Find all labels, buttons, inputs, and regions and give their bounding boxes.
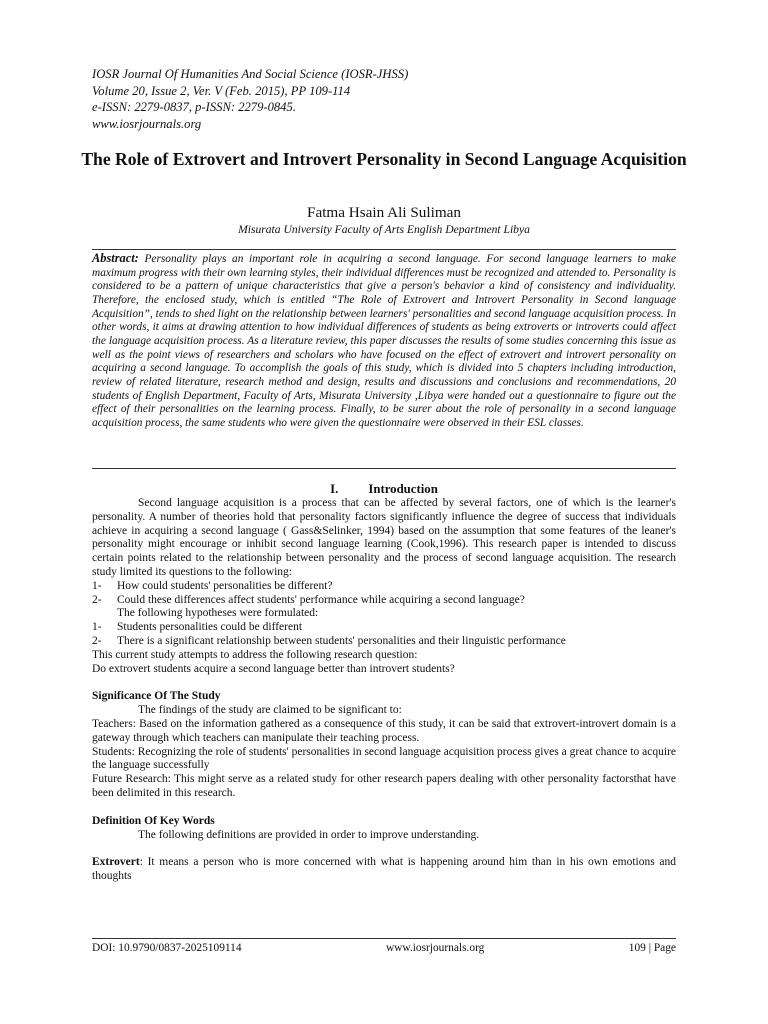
footer-doi: DOI: 10.9790/0837-2025109114 [92, 942, 242, 954]
journal-website: www.iosrjournals.org [92, 116, 202, 131]
intro-paragraph: Second language acquisition is a process that can be affected by several factors, one of which is the learner's personality. A number of theories hold that personality factors significantly influence the degree of success that individuals achieve in acquiring a second language ( Gass&Selinker, 1994) based on the assumption that some features of the leaner's personality might encourage or inhibit second language learning (Cook,1996). This research paper is intended to discuss certain points related to the relationship between personality and the process of second language acquisition. The research study limited its questions to the following: [92, 497, 676, 578]
hypothesis-number: 1- [92, 621, 102, 634]
definition-extrovert [92, 856, 676, 884]
significance-intro: The findings of the study are claimed to be significant to: [138, 704, 402, 717]
definitions-heading: Definition Of Key Words [92, 814, 215, 827]
journal-volume: Volume 20, Issue 2, Ver. V (Feb. 2015), PP 109-114 [92, 83, 351, 98]
hypothesis-number: 2- [92, 634, 102, 647]
author-name: Fatma Hsain Ali Suliman [307, 204, 461, 221]
hypotheses-intro: The following hypotheses were formulated: [117, 607, 319, 620]
significance-heading: Significance Of The Study [92, 690, 221, 703]
hypothesis-text: Students personalities could be different [117, 621, 303, 634]
section-number: I. [330, 482, 339, 496]
abstract-bottom-rule [92, 468, 676, 469]
question-number: 2- [92, 593, 102, 606]
question-text: How could students' personalities be different? [117, 579, 333, 592]
author-affiliation: Misurata University Faculty of Arts English Department Libya [238, 223, 530, 236]
significance-students: Students: Recognizing the role of students' personalities in second language acquisition process gives a great chance to acquire the language successfully [92, 745, 676, 772]
abstract-top-rule [92, 249, 676, 250]
paper-title: The Role of Extrovert and Introvert Personality in Second Language Acquisition [81, 149, 687, 169]
significance-future: Future Research: This might serve as a related study for other research papers dealing with other personality factorsthat have been delimited in this research. [92, 773, 676, 799]
question-number: 1- [92, 579, 102, 592]
research-question: Do extrovert students acquire a second language better than introvert students? [92, 662, 455, 675]
footer-rule [92, 938, 676, 939]
hypothesis-item [92, 635, 676, 649]
footer-website: www.iosrjournals.org [385, 942, 485, 954]
hypothesis-item [92, 621, 676, 635]
definitions-intro: The following definitions are provided in order to improve understanding. [138, 828, 480, 841]
abstract-label: Abstract: [92, 251, 139, 265]
question-item [92, 594, 676, 608]
journal-name: IOSR Journal Of Humanities And Social Science (IOSR-JHSS) [92, 67, 409, 81]
significance-teachers: Teachers: Based on the information gathered as a consequence of this study, it can be said that extrovert-introvert domain is a gateway through which teachers can manipulate their teaching process. [92, 717, 676, 744]
question-item [92, 580, 676, 594]
journal-header [92, 66, 408, 132]
definition-term: Extrovert [92, 856, 140, 869]
section-title: Introduction [368, 482, 438, 496]
footer-page-number: 109 | Page [628, 942, 676, 954]
body-text [92, 497, 676, 884]
abstract-text: Personality plays an important role in acquiring a second language. For second language learners to make maximum progress with their own learning styles, their individual differences must be recognized and attended to. Personality is considered to be a pattern of unique characteristics that give a person's behavior a kind of consistency and individuality. Therefore, the enclosed study, which is entitled “The Role of Extrovert and Introvert Personality in Second language Acquisition”, tends to shed light on the relationship between learners' personalities and second language acquisition process. In other words, it aims at drawing attention to how individual differences of students as being extroverts or introverts could affect the language acquisition process. As a literature review, this paper discusses the results of some studies concerning this issue as well as the point views of researchers and scholars who have focused on the effect of extrovert and introvert personality on acquiring a second language. To accomplish the goals of this study, which is divided into 5 chapters including introduction, review of related literature, research method and design, results and discussions and conclusions and recommendations, 20 students of English Department, Faculty of Arts, Misurata University ,Libya were handed out a questionnaire to figure out the effect of their personalities on the learning process. Finally, to be surer about the role of personality in a second language acquisition process, the same students who were given the questionnaire were observed in their ESL classes. [92, 253, 676, 429]
definition-text: : It means a person who is more concerned with what is happening around him than in his own emotions and thoughts [92, 856, 676, 883]
abstract [92, 252, 676, 431]
journal-issn: e-ISSN: 2279-0837, p-ISSN: 2279-0845. [92, 100, 296, 115]
page-footer [92, 942, 676, 954]
section-heading-introduction [70, 482, 698, 497]
current-study-line: This current study attempts to address the following research question: [92, 648, 418, 661]
hypothesis-text: There is a significant relationship between students' personalities and their linguistic performance [117, 634, 566, 647]
question-text: Could these differences affect students' performance while acquiring a second language? [117, 593, 525, 606]
